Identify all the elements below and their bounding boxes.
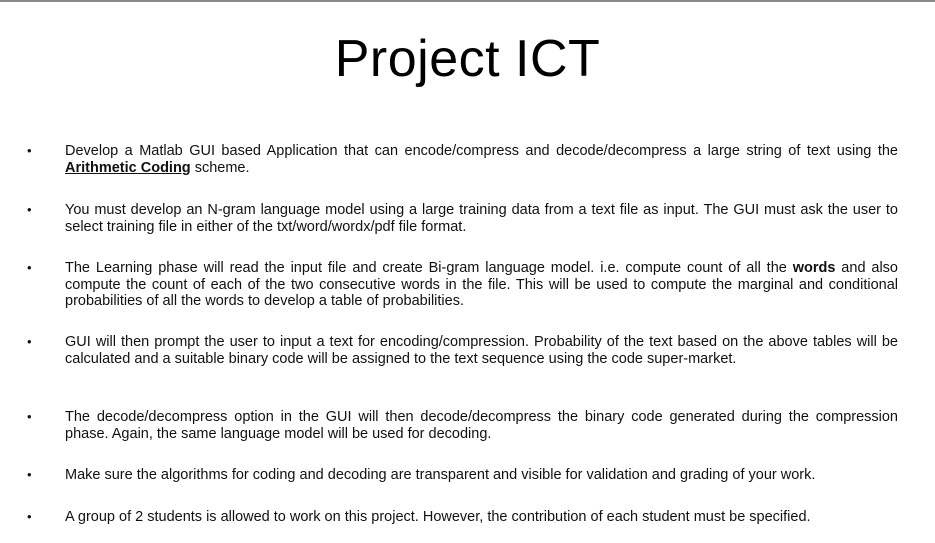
bullet-icon: • <box>27 260 32 275</box>
slide-title: Project ICT <box>334 30 601 88</box>
bullet-icon: • <box>27 143 32 158</box>
bullet-icon: • <box>27 467 32 482</box>
arithmetic-coding-emphasis: Arithmetic Coding <box>65 159 191 176</box>
words-emphasis: words <box>792 260 836 276</box>
bullet-icon: • <box>27 334 32 349</box>
bullet-icon: • <box>27 409 32 424</box>
bullet-text: You must develop an N-gram language model using a large training data from a text file as input. The GUI must ask the user to select training file in either of the txt/word/wordx/pdf file format. <box>65 202 898 235</box>
bullet-text: Develop a Matlab GUI based Application that can encode/compress and decode/decompress a large string of text using the Arithmetic Coding scheme. <box>65 143 898 176</box>
bullet-text: Make sure the algorithms for coding and decoding are transparent and visible for validation and grading of your work. <box>65 467 816 483</box>
bullet-text: GUI will then prompt the user to input a text for encoding/compression. Probability of the text based on the above tables will be calculated and a suitable binary code will be assigned to the text sequence using the code super-market. <box>65 334 898 367</box>
bullet-icon: • <box>27 509 32 524</box>
bullet-text: The decode/decompress option in the GUI will then decode/decompress the binary code generated during the compression phase. Again, the same language model will be used for decoding. <box>65 409 898 442</box>
bullet-text: A group of 2 students is allowed to work on this project. However, the contribution of each student must be specified. <box>65 509 811 525</box>
bullet-icon: • <box>27 202 32 217</box>
bullet-text: The Learning phase will read the input file and create Bi-gram language model. i.e. compute count of all the words and also compute the count of each of the two consecutive words in the file. This will be used to compute the marginal and conditional probabilities of all the words to develop a table of probabilities. <box>65 260 898 309</box>
